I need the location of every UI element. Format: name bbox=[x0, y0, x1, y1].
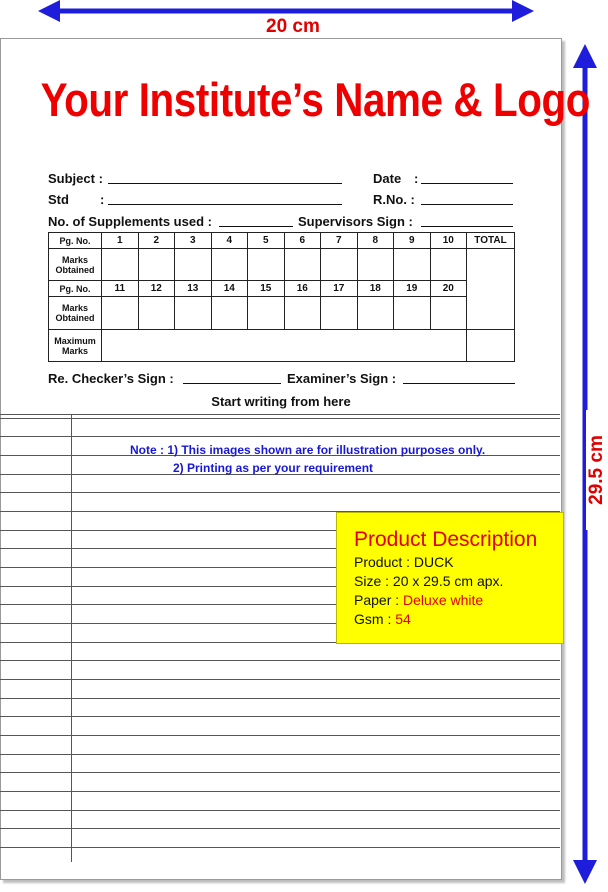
illustration-note-line1: Note : 1) This images shown are for illustration purposes only. bbox=[130, 443, 486, 457]
ruled-line bbox=[0, 660, 560, 661]
ruled-line bbox=[0, 418, 560, 419]
pg-no-header: Pg. No. bbox=[49, 281, 102, 297]
marks-entry-cell[interactable] bbox=[248, 249, 285, 281]
examiner-sign-label: Examiner’s Sign : bbox=[287, 371, 397, 386]
marks-entry-cell[interactable] bbox=[102, 249, 139, 281]
pg-no-header: Pg. No. bbox=[49, 233, 102, 249]
marks-entry-cell[interactable] bbox=[138, 249, 175, 281]
product-row bbox=[354, 553, 563, 572]
date-label: Date bbox=[373, 171, 402, 186]
maximum-marks-entry-cell[interactable] bbox=[102, 330, 467, 362]
ruled-line bbox=[0, 754, 560, 755]
product-label: Product : bbox=[354, 554, 414, 570]
supervisor-sign-label: Supervisors Sign : bbox=[298, 214, 413, 229]
ruled-line bbox=[0, 847, 560, 848]
page-number-cell: 15 bbox=[248, 281, 285, 297]
date-colon: : bbox=[414, 171, 419, 186]
page-number-cell: 14 bbox=[211, 281, 248, 297]
maximum-marks-header bbox=[49, 330, 102, 362]
marks-entry-cell[interactable] bbox=[284, 249, 321, 281]
paper-value: Deluxe white bbox=[403, 592, 484, 608]
std-field-line[interactable] bbox=[108, 204, 342, 205]
page-number-cell: 10 bbox=[430, 233, 467, 249]
page-number-cell: 2 bbox=[138, 233, 175, 249]
marks-table bbox=[48, 232, 515, 362]
page-number-cell: 5 bbox=[248, 233, 285, 249]
marks-entry-cell[interactable] bbox=[394, 249, 431, 281]
gsm-label: Gsm : bbox=[354, 611, 396, 627]
marks-entry-cell[interactable] bbox=[321, 249, 358, 281]
roll-number-field-line[interactable] bbox=[421, 204, 513, 205]
page-number-cell: 11 bbox=[102, 281, 139, 297]
marks-entry-cell[interactable] bbox=[357, 297, 394, 330]
marks-entry-cell[interactable] bbox=[321, 297, 358, 330]
page-number-cell: 9 bbox=[394, 233, 431, 249]
product-description-heading: Product Description bbox=[354, 528, 538, 551]
marks-obtained-header bbox=[49, 249, 102, 281]
page-number-cell: 12 bbox=[138, 281, 175, 297]
ruled-line bbox=[0, 436, 560, 437]
marks-entry-cell[interactable] bbox=[138, 297, 175, 330]
rechecker-sign-field-line[interactable] bbox=[183, 383, 281, 384]
marks-entry-cell[interactable] bbox=[430, 249, 467, 281]
marks-obtained-line1: Marks bbox=[61, 254, 88, 265]
supplements-label: No. of Supplements used : bbox=[48, 214, 212, 229]
marks-entry-cell[interactable] bbox=[211, 249, 248, 281]
gsm-value: 54 bbox=[395, 611, 411, 627]
paper-label: Paper : bbox=[354, 592, 404, 608]
gsm-row bbox=[354, 610, 563, 629]
institute-title: Your Institute’s Name & Logo bbox=[40, 73, 590, 126]
ruled-line bbox=[0, 679, 560, 680]
examiner-sign-field-line[interactable] bbox=[403, 383, 515, 384]
start-writing-heading: Start writing from here bbox=[211, 394, 351, 409]
marks-obtained-line1: Marks bbox=[61, 303, 88, 313]
marks-entry-cell[interactable] bbox=[175, 297, 212, 330]
marks-entry-cell[interactable] bbox=[211, 297, 248, 330]
page-number-cell: 18 bbox=[357, 281, 394, 297]
page-number-cell: 13 bbox=[175, 281, 212, 297]
ruled-line bbox=[0, 735, 560, 736]
margin-line bbox=[71, 414, 72, 862]
page-number-cell: 6 bbox=[284, 233, 321, 249]
ruled-line bbox=[0, 828, 560, 829]
page-number-cell: 8 bbox=[357, 233, 394, 249]
ruled-line bbox=[0, 791, 560, 792]
total-header: TOTAL bbox=[467, 233, 515, 249]
ruled-line bbox=[0, 810, 560, 811]
width-dimension-label: 20 cm bbox=[266, 16, 320, 37]
page-number-cell: 19 bbox=[394, 281, 431, 297]
total-entry-cell[interactable] bbox=[467, 249, 515, 330]
page-number-cell: 7 bbox=[321, 233, 358, 249]
page-number-cell: 20 bbox=[430, 281, 467, 297]
supervisor-sign-field-line[interactable] bbox=[421, 226, 513, 227]
marks-entry-cell[interactable] bbox=[102, 297, 139, 330]
marks-entry-cell[interactable] bbox=[430, 297, 467, 330]
marks-obtained-header bbox=[49, 297, 102, 330]
maximum-marks-line2: Marks bbox=[61, 345, 88, 356]
ruled-line bbox=[0, 698, 560, 699]
marks-entry-cell[interactable] bbox=[394, 297, 431, 330]
marks-entry-cell[interactable] bbox=[284, 297, 321, 330]
size-value: 20 x 29.5 cm apx. bbox=[392, 573, 504, 589]
roll-number-label: R.No. : bbox=[373, 192, 415, 207]
marks-entry-cell[interactable] bbox=[357, 249, 394, 281]
page-number-cell: 17 bbox=[321, 281, 358, 297]
ruled-line bbox=[0, 772, 560, 773]
date-field-line[interactable] bbox=[421, 183, 513, 184]
rechecker-sign-label: Re. Checker’s Sign : bbox=[48, 371, 174, 386]
std-colon: : bbox=[100, 192, 105, 207]
ruled-line bbox=[0, 716, 560, 717]
page-number-cell: 3 bbox=[175, 233, 212, 249]
std-label: Std bbox=[48, 192, 69, 207]
maximum-marks-line1: Maximum bbox=[54, 335, 96, 346]
ruled-line bbox=[0, 414, 560, 415]
marks-obtained-line2: Obtained bbox=[55, 313, 95, 323]
marks-obtained-line2: Obtained bbox=[55, 264, 95, 275]
page-number-cell: 16 bbox=[284, 281, 321, 297]
paper-row bbox=[354, 591, 563, 610]
subject-field-line[interactable] bbox=[108, 183, 342, 184]
marks-entry-cell[interactable] bbox=[248, 297, 285, 330]
size-row bbox=[354, 572, 563, 591]
size-label: Size : bbox=[354, 573, 393, 589]
maximum-total-cell[interactable] bbox=[467, 330, 515, 362]
ruled-line bbox=[0, 492, 560, 493]
product-value: DUCK bbox=[413, 554, 454, 570]
page-number-cell: 1 bbox=[102, 233, 139, 249]
product-description-box bbox=[336, 512, 564, 644]
page-number-cell: 4 bbox=[211, 233, 248, 249]
marks-entry-cell[interactable] bbox=[175, 249, 212, 281]
illustration-note-line2: 2) Printing as per your requirement bbox=[173, 461, 374, 475]
subject-label: Subject : bbox=[48, 171, 103, 186]
height-dimension-label: 29.5 cm bbox=[586, 410, 608, 530]
supplements-field-line[interactable] bbox=[219, 226, 293, 227]
